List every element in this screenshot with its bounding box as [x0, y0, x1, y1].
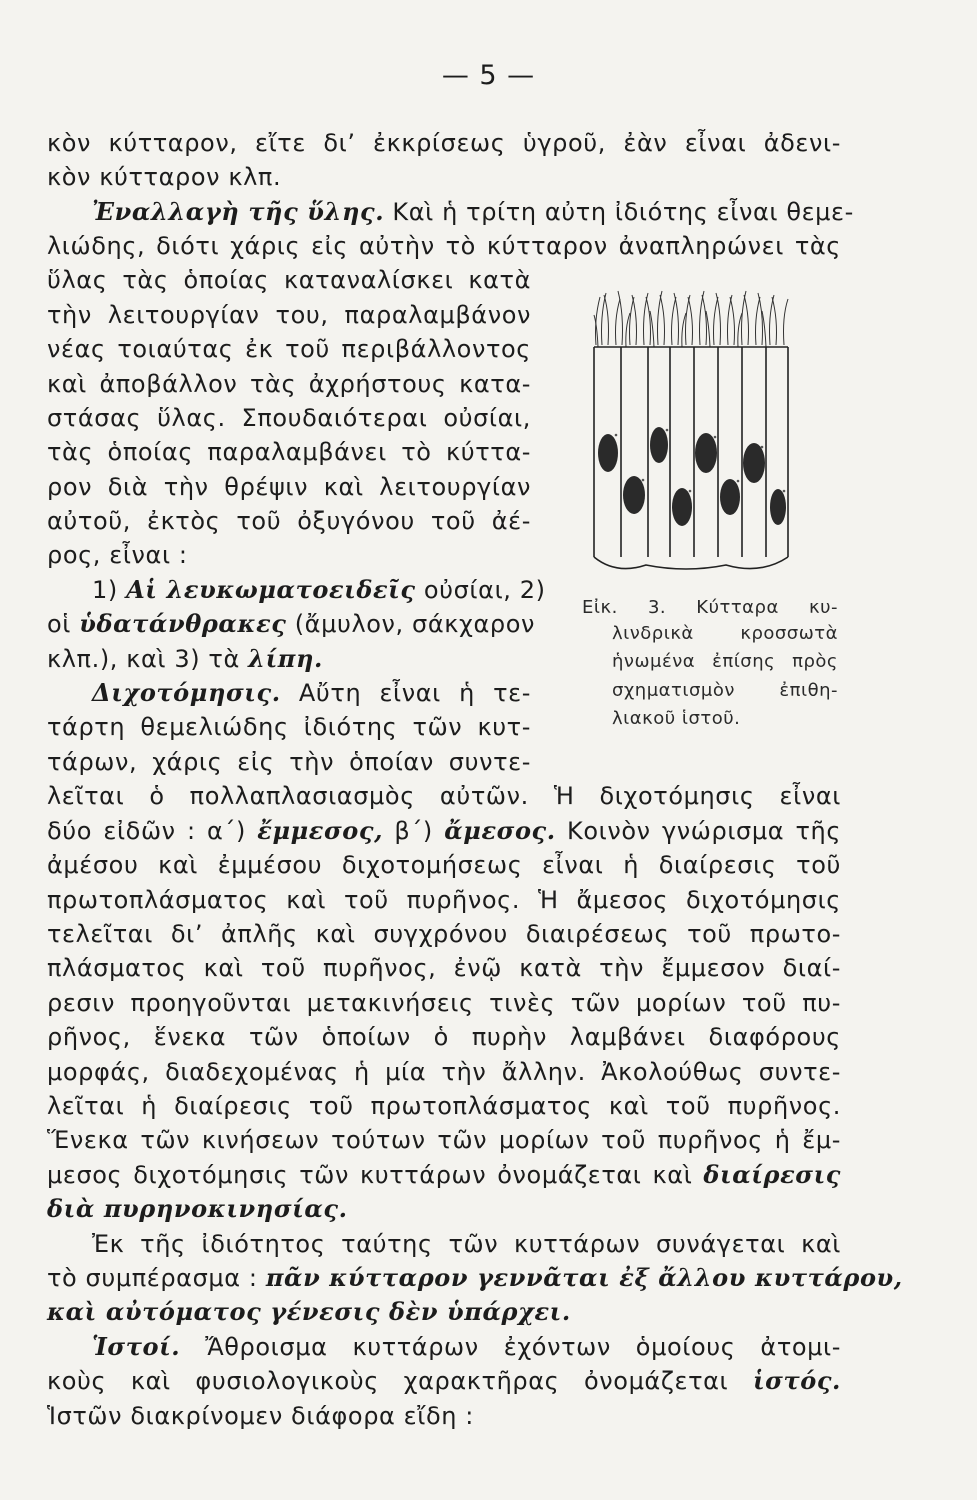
- list-item: 1) Αἱ λευκωματοειδεῖς οὐσίαι, 2): [92, 575, 546, 604]
- text-line: καὶ ἀποβάλλον τὰς ἀχρήστους κατα-: [47, 370, 531, 398]
- section-heading-enallagi: Ἐναλλαγὴ τῆς ὕλης.: [92, 197, 385, 226]
- text-line: λιώδης, διότι χάρις εἰς αὐτὴν τὸ κύτταρον ἀναπληρώνει τὰς: [47, 232, 841, 260]
- text-line: τελεῖται δι’ ἀπλῆς καὶ συγχρόνου διαιρέσεως τοῦ πρωτο-: [47, 920, 841, 948]
- text-line: Ἕνεκα τῶν κινήσεων τούτων τῶν μορίων τοῦ πυρῆνος ἡ ἔμ-: [47, 1126, 841, 1154]
- text-line: στάσας ὕλας. Σπουδαιότεραι οὐσίαι,: [47, 404, 531, 432]
- text-line: Ἐκ τῆς ἰδιότητος ταύτης τῶν κυττάρων συνάγεται καὶ: [92, 1230, 841, 1258]
- figure-caption-line: ἡνωμένα ἐπίσης πρὸς: [612, 651, 838, 672]
- figure-caption-line: σχηματισμὸν ἐπιθη-: [612, 680, 838, 701]
- text-line: λεῖται ἡ διαίρεσις τοῦ πρωτοπλάσματος καὶ τοῦ πυρῆνος.: [47, 1092, 841, 1120]
- text-line: κοὺς καὶ φυσιολογικοὺς χαρακτῆρας ὀνομάζεται ἱστός.: [47, 1366, 841, 1395]
- page-number: — 5 —: [441, 60, 536, 91]
- figure-caption-line: Εἰκ. 3. Κύτταρα κυ-: [582, 597, 838, 618]
- cylindrical-ciliated-cells-icon: [586, 285, 796, 575]
- text-line: τὴν λειτουργίαν του, παραλαμβάνον: [47, 301, 531, 329]
- text-line: διὰ πυρηνοκινησίας.: [47, 1194, 348, 1223]
- text-line: τὸ συμπέρασμα : πᾶν κύτταρον γεννᾶται ἐξ ἄλλου κυττάρου,: [47, 1263, 903, 1292]
- text-line: κὸν κύτταρον, εἴτε δι’ ἐκκρίσεως ὑγροῦ, ἐὰν εἶναι ἀδενι-: [47, 129, 841, 157]
- section-heading-dichotomisis: Διχοτόμησις.: [92, 678, 281, 707]
- text-line: τὰς ὁποίας παραλαμβάνει τὸ κύττα-: [47, 438, 531, 466]
- text-line: λεῖται ὁ πολλαπλασιασμὸς αὐτῶν. Ἡ διχοτόμησις εἶναι: [47, 782, 841, 810]
- text-line: κὸν κύτταρον κλπ.: [47, 163, 282, 191]
- text-line: μεσος διχοτόμησις τῶν κυττάρων ὀνομάζεται καὶ διαίρεσις: [47, 1160, 841, 1189]
- text-line: πρωτοπλάσματος καὶ τοῦ πυρῆνος. Ἡ ἄμεσος διχοτόμησις: [47, 886, 841, 914]
- text-line: ρεσιν προηγοῦνται μετακινήσεις τινὲς τῶν μορίων τοῦ πυ-: [47, 989, 841, 1017]
- text-line: αὐτοῦ, ἐκτὸς τοῦ ὀξυγόνου τοῦ ἀέ-: [47, 507, 531, 535]
- cilia: [594, 291, 788, 347]
- text-line: ἀμέσου καὶ ἐμμέσου διχοτομήσεως εἶναι ἡ διαίρεσις τοῦ: [47, 851, 841, 879]
- text-line: τάρτη θεμελιώδης ἰδιότης τῶν κυτ-: [47, 713, 531, 741]
- section-heading-istoi: Ἱστοί.: [92, 1332, 181, 1361]
- list-item: κλπ.), καὶ 3) τὰ λίπη.: [47, 644, 323, 673]
- figure-caption-line: λιακοῦ ἱστοῦ.: [612, 708, 741, 729]
- text-line: Ἱστῶν διακρίνομεν διάφορα εἴδη :: [47, 1402, 474, 1430]
- list-item: οἱ ὑδατάνθρακες (ἄμυλον, σάκχαρον: [47, 609, 535, 638]
- text-line: Ἐναλλαγὴ τῆς ὕλης. Καὶ ἡ τρίτη αὐτη ἰδιότης εἶναι θεμε-: [92, 197, 854, 226]
- text-line: ρος, εἶναι :: [47, 541, 188, 569]
- text-line: τάρων, χάρις εἰς τὴν ὁποίαν συντε-: [47, 748, 531, 776]
- text-line: καὶ αὐτόματος γένεσις δὲν ὑπάρχει.: [47, 1297, 571, 1326]
- text-line: ὕλας τὰς ὁποίας καταναλίσκει κατὰ: [47, 266, 531, 294]
- text-line: μορφάς, διαδεχομένας ἡ μία τὴν ἄλλην. Ἀκολούθως συντε-: [47, 1058, 841, 1086]
- text-line: Διχοτόμησις. Αὔτη εἶναι ἡ τε-: [92, 678, 531, 707]
- text-line: ρῆνος, ἕνεκα τῶν ὁποίων ὁ πυρὴν λαμβάνει διαφόρους: [47, 1023, 841, 1051]
- text-line: δύο εἰδῶν : α΄) ἔμμεσος, β΄) ἄμεσος. Κοινὸν γνώρισμα τῆς: [47, 816, 842, 845]
- text-line: Ἱστοί. Ἄθροισμα κυττάρων ἐχόντων ὁμοίους ἀτομι-: [92, 1332, 841, 1361]
- text-line: ρον διὰ τὴν θρέψιν καὶ λειτουργίαν: [47, 473, 531, 501]
- text-line: νέας τοιαύτας ἐκ τοῦ περιβάλλοντος: [47, 335, 531, 363]
- figure-caption-line: λινδρικὰ κροσσωτὰ: [612, 623, 838, 644]
- nuclei: [598, 427, 786, 526]
- text-line: πλάσματος καὶ τοῦ πυρῆνος, ἐνῷ κατὰ τὴν ἔμμεσον διαί-: [47, 954, 841, 982]
